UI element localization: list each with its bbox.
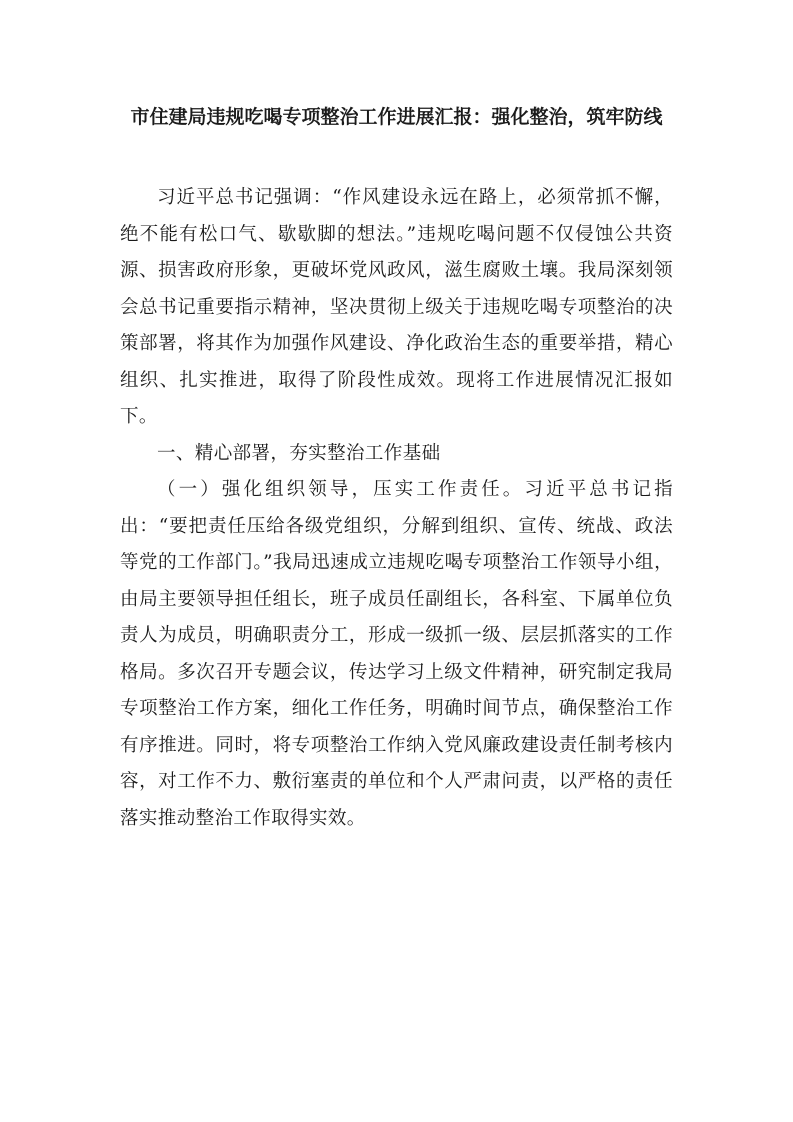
paragraph-intro: 习近平总书记强调：“作风建设永远在路上，必须常抓不懈，绝不能有松口气、歇歇脚的想法。”违规吃喝问题不仅侵蚀公共资源、损害政府形象，更破坏党风政风，滋生腐败土壤。我局深刻领会总书记重要指示精神，坚决贯彻上级关于违规吃喝专项整治的决策部署，将其作为加强作风建设、净化政治生态的重要举措，精心组织、扎实推进，取得了阶段性成效。现将工作进展情况汇报如下。 — [120, 187, 673, 427]
document-title: 市住建局违规吃喝专项整治工作进展汇报：强化整治，筑牢防线 — [130, 106, 663, 128]
paragraph-organization: （一）强化组织领导，压实工作责任。习近平总书记指出：“要把责任压给各级党组织，分解到组织、宣传、统战、政法等党的工作部门。”我局迅速成立违规吃喝专项整治工作领导小组，由局主要领导担任组长，班子成员任副组长，各科室、下属单位负责人为成员，明确职责分工，形成一级抓一级、层层抓落实的工作格局。多次召开专题会议，传达学习上级文件精神，研究制定我局专项整治工作方案，细化工作任务，明确时间节点，确保整治工作有序推进。同时，将专项整治工作纳入党风廉政建设责任制考核内容，对工作不力、敷衍塞责的单位和个人严肃问责，以严格的责任落实推动整治工作取得实效。 — [120, 479, 673, 829]
section-heading: 一、精心部署，夯实整治工作基础 — [157, 442, 441, 464]
document-body — [120, 180, 673, 837]
